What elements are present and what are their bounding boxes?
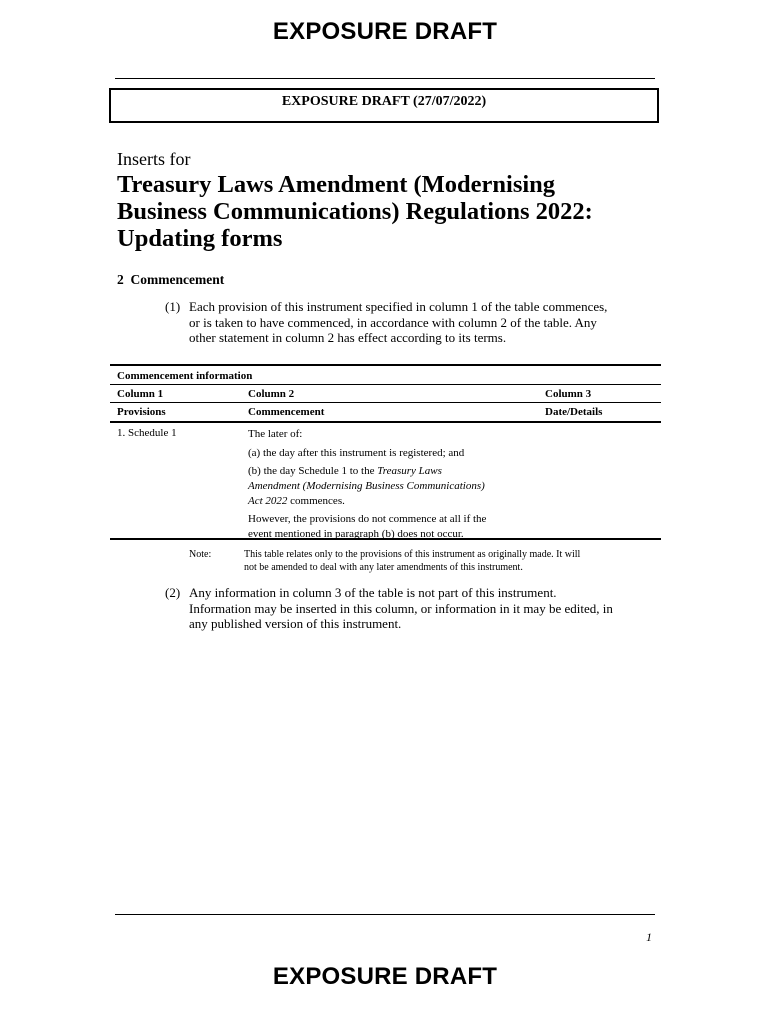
column-2-header: Column 2: [248, 388, 295, 400]
commencement-text: commences.: [287, 495, 345, 507]
section-number: 2: [117, 272, 124, 287]
act-name-italic: Amendment (Modernising Business Communications): [248, 480, 485, 492]
commencement-line: [248, 479, 538, 494]
paragraph-number: (2): [165, 585, 181, 600]
title-line: Updating forms: [117, 225, 283, 252]
paragraph-line: other statement in column 2 has effect according to its terms.: [189, 330, 507, 345]
inserts-label: Inserts for: [117, 149, 191, 169]
paragraph-line: Any information in column 3 of the table is not part of this instrument.: [189, 585, 557, 600]
footer-exposure-draft: EXPOSURE DRAFT: [272, 963, 498, 990]
paragraph-2: [165, 585, 660, 632]
note-line: not be amended to deal with any later amendments of this instrument.: [244, 562, 523, 573]
table-caption: Commencement information: [117, 370, 253, 382]
act-name-italic: Act 2022: [248, 495, 288, 507]
draft-date-label: EXPOSURE DRAFT (27/07/2022): [281, 94, 487, 109]
section-title: Commencement: [130, 272, 225, 287]
commencement-line: However, the provisions do not commence at all if the: [248, 513, 487, 525]
column-1-header: Column 1: [117, 388, 164, 400]
commencement-line: The later of:: [248, 428, 303, 440]
commencement-line: (a) the day after this instrument is registered; and: [248, 447, 465, 459]
act-name-italic: Treasury Laws: [377, 465, 442, 477]
column-1-subheader: Provisions: [117, 406, 166, 418]
subheader-rule: [110, 421, 661, 423]
paragraph-line: Information may be inserted in this column, or information in it may be edited, in: [189, 600, 613, 616]
table-note: [189, 548, 659, 574]
paragraph-line: or is taken to have commenced, in accordance with column 2 of the table. Any: [189, 314, 597, 330]
column-3-subheader: Date/Details: [545, 406, 603, 418]
column-3-header: Column 3: [545, 388, 592, 400]
section-heading: [117, 272, 224, 288]
paragraph-1: [165, 299, 660, 346]
header-row-rule: [110, 402, 661, 403]
document-title: [117, 171, 657, 252]
title-line: Business Communications) Regulations 2022:: [117, 198, 593, 225]
commencement-line: [248, 464, 538, 479]
column-2-subheader: Commencement: [248, 406, 325, 418]
header-rule: [115, 78, 655, 79]
page-number: 1: [646, 930, 652, 944]
paragraph-line: any published version of this instrument.: [189, 616, 402, 631]
commencement-line: [248, 494, 538, 509]
draft-date-box: [109, 88, 659, 123]
note-line: This table relates only to the provisions of this instrument as originally made. It will: [244, 549, 581, 560]
commencement-line: event mentioned in paragraph (b) does not occur.: [248, 528, 464, 540]
row-commencement: [248, 427, 538, 542]
footer-rule: [115, 914, 655, 915]
table-top-rule: [110, 364, 661, 366]
table-caption-rule: [110, 384, 661, 385]
row-provision: 1. Schedule 1: [117, 427, 177, 439]
table-bottom-rule: [110, 538, 661, 540]
header-exposure-draft: EXPOSURE DRAFT: [272, 18, 498, 45]
paragraph-line: Each provision of this instrument specified in column 1 of the table commences,: [189, 299, 608, 314]
title-line: Treasury Laws Amendment (Modernising: [117, 171, 556, 198]
paragraph-number: (1): [165, 299, 181, 314]
commencement-text: (b) the day Schedule 1 to the: [248, 465, 378, 477]
note-label: Note:: [189, 549, 212, 560]
